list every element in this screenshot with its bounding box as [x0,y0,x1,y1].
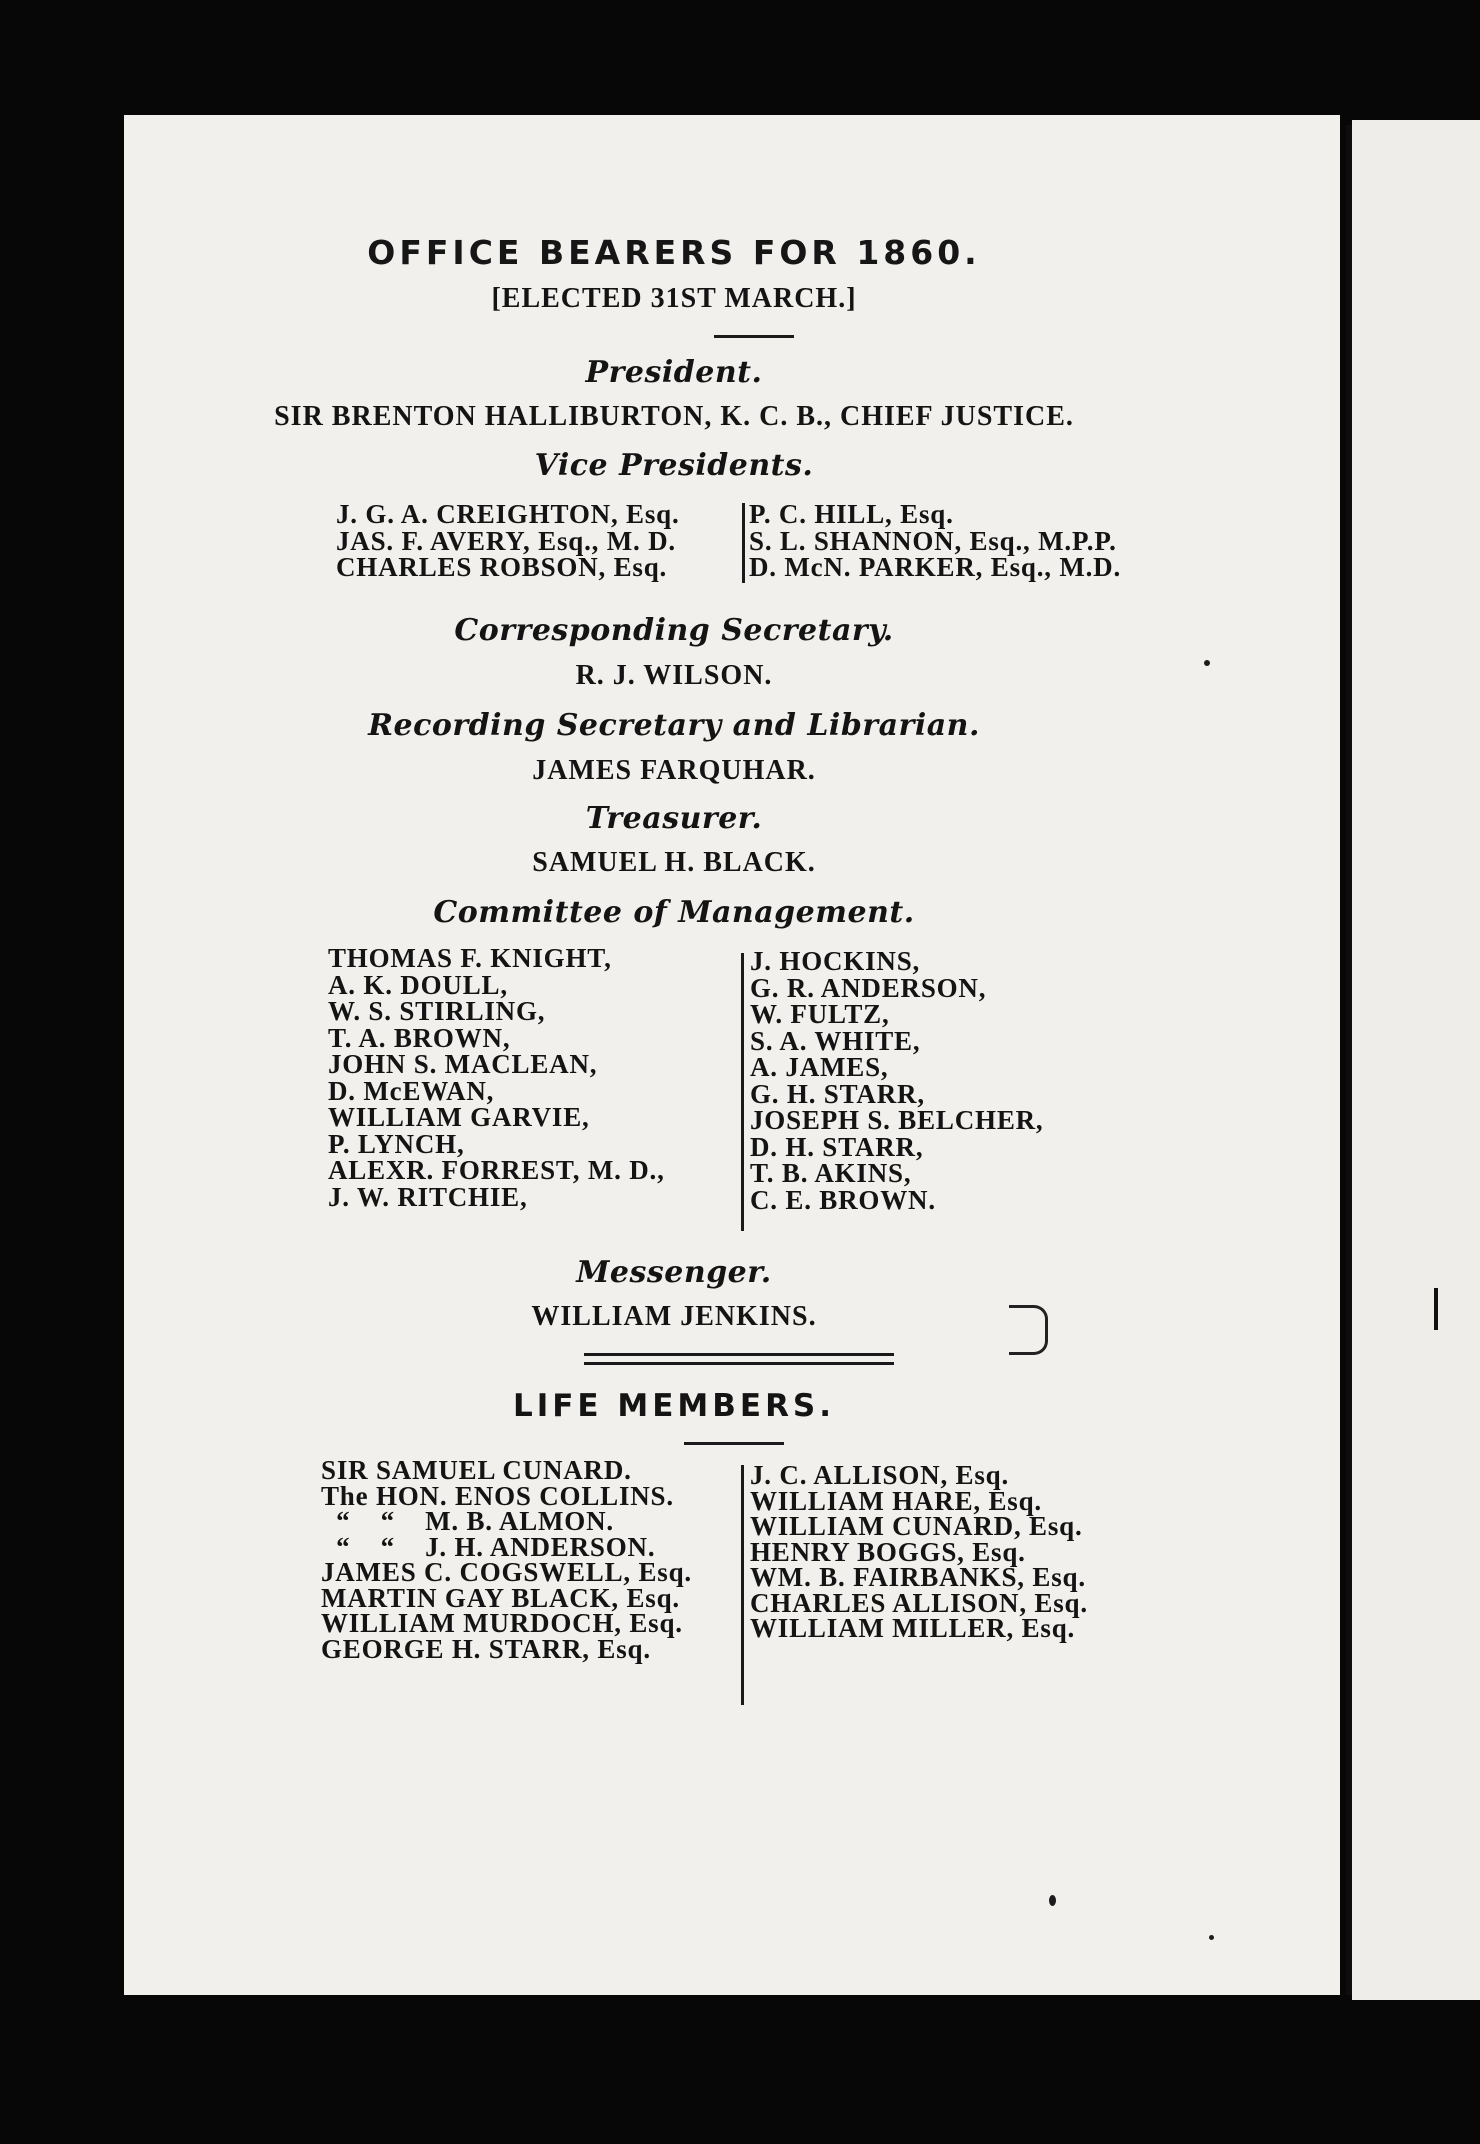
vice-president-name: JAS. F. AVERY, Esq., M. D. [336,525,676,556]
messenger-heading: Messenger. [576,1255,772,1290]
treasurer-heading: Treasurer. [585,801,763,836]
committee-member: G. R. ANDERSON, [750,972,987,1003]
life-members-divider [741,1465,744,1705]
committee-member: WILLIAM GARVIE, [328,1102,590,1132]
life-members-rule [684,1442,784,1445]
life-member: MARTIN GAY BLACK, Esq. [321,1582,680,1613]
life-member: WILLIAM HARE, Esq. [750,1485,1042,1516]
page-content [124,115,1340,1995]
vice-president-name: J. G. A. CREIGHTON, Esq. [336,499,680,529]
page-title: OFFICE BEARERS FOR 1860. [367,233,981,272]
president-heading: President. [585,355,763,390]
vice-president-name: CHARLES ROBSON, Esq. [336,552,668,582]
life-members-heading: LIFE MEMBERS. [512,1388,836,1424]
president-name: SIR BRENTON HALLIBURTON, K. C. B., CHIEF JUSTICE. [274,401,1074,432]
committee-member: THOMAS F. KNIGHT, [328,943,612,973]
life-members-right-column [750,1460,1088,1643]
life-member: HENRY BOGGS, Esq. [750,1536,1026,1567]
committee-member: P. LYNCH, [328,1128,465,1159]
vice-presidents-divider [742,503,745,583]
committee-member: G. H. STARR, [750,1078,925,1109]
committee-member: D. H. STARR, [750,1131,924,1162]
committee-member: J. HOCKINS, [750,946,921,976]
vice-presidents-heading: Vice Presidents. [534,448,814,483]
vice-presidents-left-column [336,501,680,581]
life-member: GEORGE H. STARR, Esq. [321,1633,651,1664]
treasurer-name: SAMUEL H. BLACK. [532,847,816,878]
committee-member: A. JAMES, [750,1052,889,1082]
committee-member: W. FULTZ, [750,999,890,1029]
section-double-rule-bottom [584,1362,894,1365]
election-date: [ELECTED 31ST MARCH.] [491,283,857,314]
committee-heading: Committee of Management. [433,895,915,930]
vice-president-name: D. McN. PARKER, Esq., M.D. [749,552,1122,582]
life-member: WM. B. FAIRBANKS, Esq. [750,1562,1086,1592]
life-member: WILLIAM MILLER, Esq. [750,1613,1076,1643]
page-gutter-shadow [1346,125,1352,1995]
committee-member: D. McEWAN, [328,1075,495,1106]
committee-member: JOHN S. MACLEAN, [328,1049,598,1079]
ink-speck [1049,1895,1056,1906]
life-member: WILLIAM MURDOCH, Esq. [321,1608,683,1638]
committee-member: A. K. DOULL, [328,969,508,1000]
committee-member: T. A. BROWN, [328,1022,511,1053]
committee-member: W. S. STIRLING, [328,996,546,1026]
committee-divider [741,953,744,1231]
committee-member: JOSEPH S. BELCHER, [750,1105,1044,1135]
vice-president-name: S. L. SHANNON, Esq., M.P.P. [749,525,1117,556]
vice-president-name: P. C. HILL, Esq. [749,499,954,529]
document-page [124,115,1340,1995]
committee-right-column [750,948,1043,1213]
facing-page-edge [1352,120,1480,2000]
recording-secretary-heading: Recording Secretary and Librarian. [368,708,980,743]
life-member: WILLIAM CUNARD, Esq. [750,1511,1083,1541]
handwritten-bracket-mark [1009,1305,1048,1355]
corresponding-secretary-name: R. J. WILSON. [575,660,773,691]
life-member: J. C. ALLISON, Esq. [750,1460,1010,1490]
committee-member: ALEXR. FORREST, M. D., [328,1155,665,1185]
committee-member: J. W. RITCHIE, [328,1181,528,1212]
life-member: CHARLES ALLISON, Esq. [750,1587,1088,1618]
corresponding-secretary-heading: Corresponding Secretary. [454,613,894,648]
ink-speck [1204,660,1210,666]
facing-page-mark [1434,1288,1438,1330]
committee-member: T. B. AKINS, [750,1158,912,1188]
section-double-rule-top [584,1353,894,1356]
title-rule [714,335,794,338]
recording-secretary-name: JAMES FARQUHAR. [532,755,816,786]
life-members-left-column [321,1455,692,1664]
ink-speck [1209,1935,1214,1940]
life-member: The HON. ENOS COLLINS. [321,1480,674,1511]
life-member: JAMES C. COGSWELL, Esq. [321,1557,692,1587]
messenger-name: WILLIAM JENKINS. [531,1301,817,1332]
committee-member: C. E. BROWN. [750,1184,936,1215]
life-member: SIR SAMUEL CUNARD. [321,1455,632,1485]
committee-member: S. A. WHITE, [750,1025,921,1056]
committee-left-column [328,945,665,1210]
life-member: “ “ J. H. ANDERSON. [321,1531,656,1562]
life-member: “ “ M. B. ALMON. [321,1506,614,1536]
vice-presidents-right-column [749,501,1121,581]
